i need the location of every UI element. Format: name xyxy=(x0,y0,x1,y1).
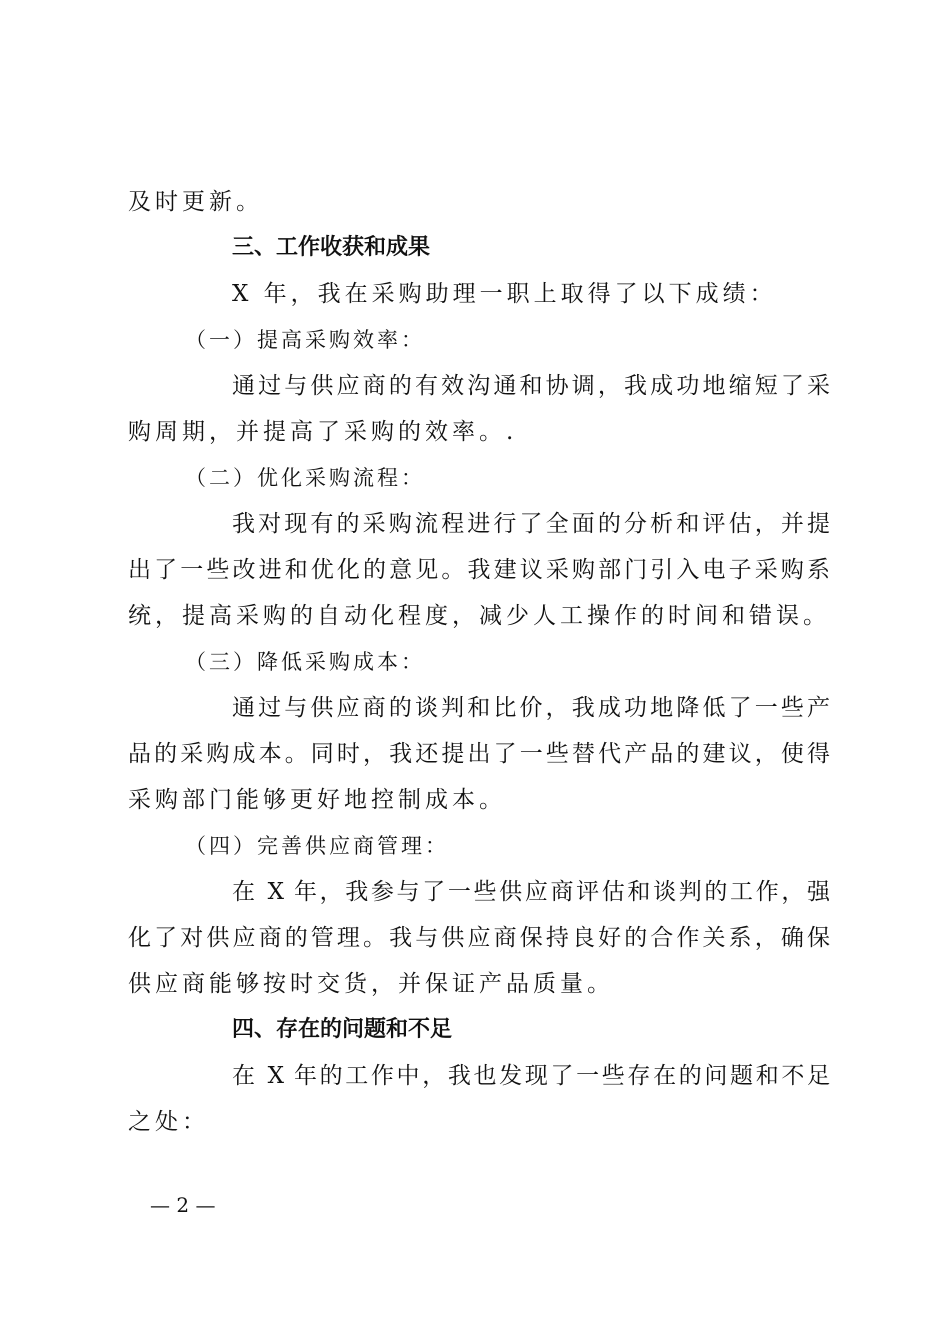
section-heading-3: 三、工作收获和成果 xyxy=(232,235,431,260)
text-line-intro: X 年，我在采购助理一职上取得了以下成绩： xyxy=(232,281,777,307)
text-line: 在 X 年，我参与了一些供应商评估和谈判的工作，强 xyxy=(232,879,830,905)
subheading-4: （四）完善供应商管理： xyxy=(185,834,449,858)
text-line-continuation: 及时更新。 xyxy=(128,189,263,215)
text-line: 统，提高采购的自动化程度，减少人工操作的时间和错误。 xyxy=(128,603,830,629)
subheading-2: （二）优化采购流程： xyxy=(185,466,425,490)
subheading-1: （一）提高采购效率： xyxy=(185,328,425,352)
text-line: 品的采购成本。同时，我还提出了一些替代产品的建议，使得 xyxy=(128,741,830,767)
text-line: 采购部门能够更好地控制成本。 xyxy=(128,787,506,813)
text-line: 在 X 年的工作中，我也发现了一些存在的问题和不足 xyxy=(232,1063,830,1089)
text-line: 购周期，并提高了采购的效率。. xyxy=(128,419,518,445)
text-line: 化了对供应商的管理。我与供应商保持良好的合作关系，确保 xyxy=(128,925,830,951)
text-line: 供应商能够按时交货，并保证产品质量。 xyxy=(128,971,614,997)
text-line: 出了一些改进和优化的意见。我建议采购部门引入电子采购系 xyxy=(128,557,830,583)
text-line: 我对现有的采购流程进行了全面的分析和评估，并提 xyxy=(232,511,830,537)
text-line: 通过与供应商的有效沟通和协调，我成功地缩短了采 xyxy=(232,373,830,399)
subheading-3: （三）降低采购成本： xyxy=(185,650,425,674)
text-line: 之处： xyxy=(128,1109,209,1135)
page-number: — 2 — xyxy=(150,1193,216,1217)
section-heading-4: 四、存在的问题和不足 xyxy=(232,1017,453,1042)
text-line: 通过与供应商的谈判和比价，我成功地降低了一些产 xyxy=(232,695,830,721)
